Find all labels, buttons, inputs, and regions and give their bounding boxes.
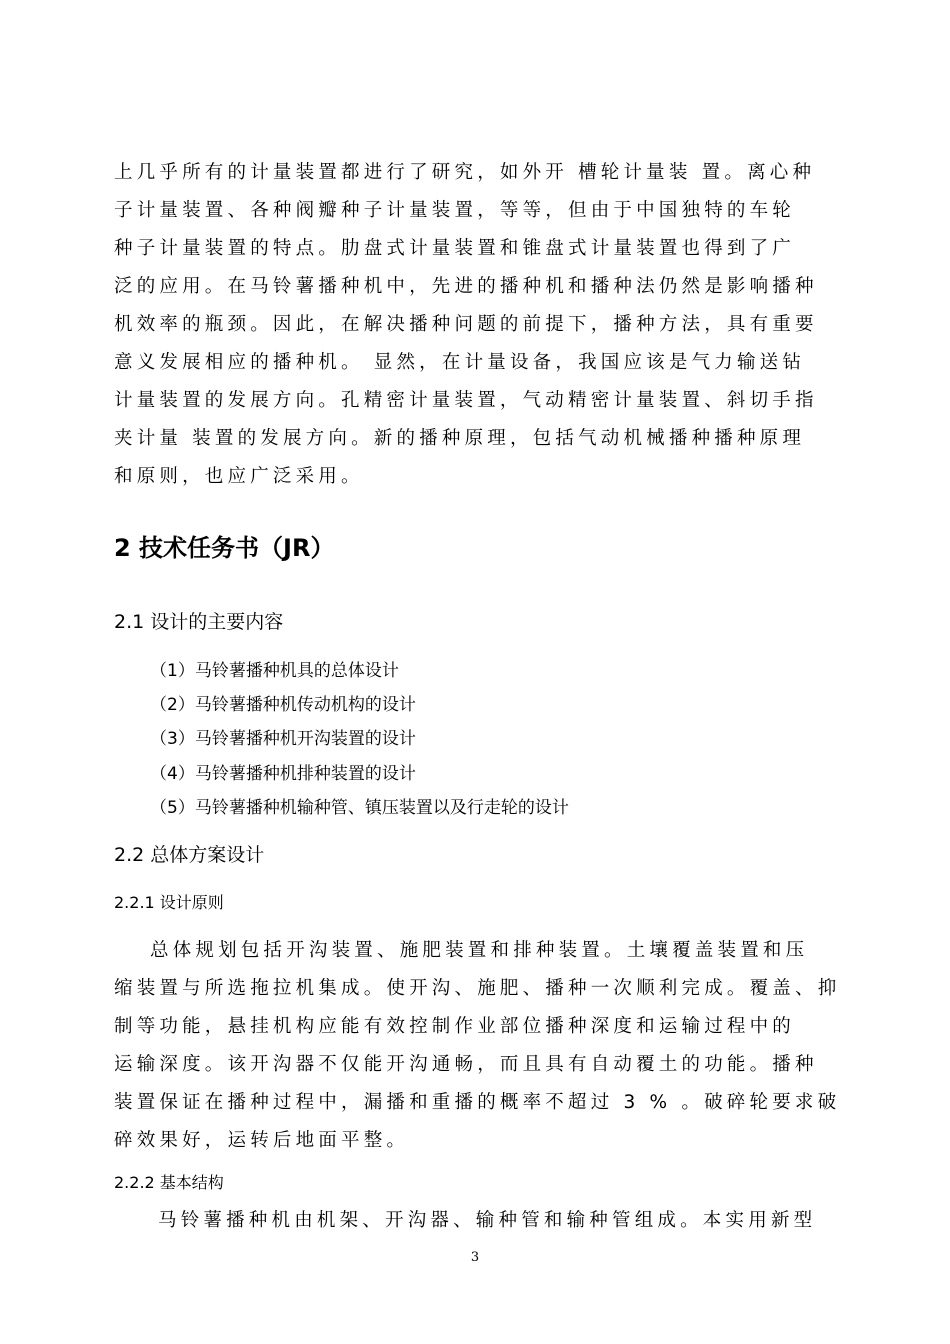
list-item: （4）马铃薯播种机排种装置的设计 bbox=[150, 764, 416, 784]
intro-line: 意义发展相应的播种机。 显然，在计量设备，我国应该是气力输送钻 bbox=[114, 352, 806, 373]
body-line: 制等功能，悬挂机构应能有效控制作业部位播种深度和运输过程中的 bbox=[114, 1016, 796, 1037]
intro-line: 机效率的瓶颈。因此，在解决播种问题的前提下，播种方法，具有重要 bbox=[114, 314, 818, 335]
intro-line: 泛的应用。在马铃薯播种机中，先进的播种机和播种法仍然是影响播种 bbox=[114, 276, 818, 297]
intro-line: 计量装置的发展方向。孔精密计量装置，气动精密计量装置、斜切手指 bbox=[114, 390, 818, 411]
body-line: 缩装置与所选拖拉机集成。使开沟、施肥、播种一次顺利完成。覆盖、抑 bbox=[114, 978, 841, 999]
subsubsection-title: 2.2.2 基本结构 bbox=[114, 1173, 224, 1192]
page-number: 3 bbox=[470, 1250, 480, 1265]
subsection-title: 2.1 设计的主要内容 bbox=[114, 611, 284, 633]
body-line: 马铃薯播种机由机架、开沟器、输种管和输种管组成。本实用新型 bbox=[158, 1210, 817, 1231]
intro-line: 和原则，也应广泛采用。 bbox=[114, 466, 364, 487]
body-line: 碎效果好，运转后地面平整。 bbox=[114, 1130, 410, 1151]
list-item: （3）马铃薯播种机开沟装置的设计 bbox=[150, 729, 416, 749]
section-title: 2 技术任务书（JR） bbox=[114, 534, 335, 562]
body-line: 运输深度。该开沟器不仅能开沟通畅，而且具有自动覆土的功能。播种 bbox=[114, 1054, 818, 1075]
list-item: （2）马铃薯播种机传动机构的设计 bbox=[150, 695, 416, 715]
subsubsection-title: 2.2.1 设计原则 bbox=[114, 893, 224, 912]
subsection-title: 2.2 总体方案设计 bbox=[114, 844, 265, 866]
body-line: 总体规划包括开沟装置、施肥装置和排种装置。土壤覆盖装置和压 bbox=[150, 940, 809, 961]
intro-line: 上几乎所有的计量装置都进行了研究，如外开 槽轮计量装 置。离心种 bbox=[114, 162, 816, 183]
body-line: 装置保证在播种过程中，漏播和重播的概率不超过 3 % 。破碎轮要求破 bbox=[114, 1092, 841, 1113]
intro-line: 子计量装置、各种阀瓣种子计量装置，等等，但由于中国独特的车轮 bbox=[114, 200, 796, 221]
intro-line: 夹计量 装置的发展方向。新的播种原理，包括气动机械播种播种原理 bbox=[114, 428, 806, 449]
list-item: （5）马铃薯播种机输种管、镇压装置以及行走轮的设计 bbox=[150, 798, 569, 818]
list-item: （1）马铃薯播种机具的总体设计 bbox=[150, 661, 399, 681]
intro-line: 种子计量装置的特点。肋盘式计量装置和锥盘式计量装置也得到了广 bbox=[114, 238, 796, 259]
